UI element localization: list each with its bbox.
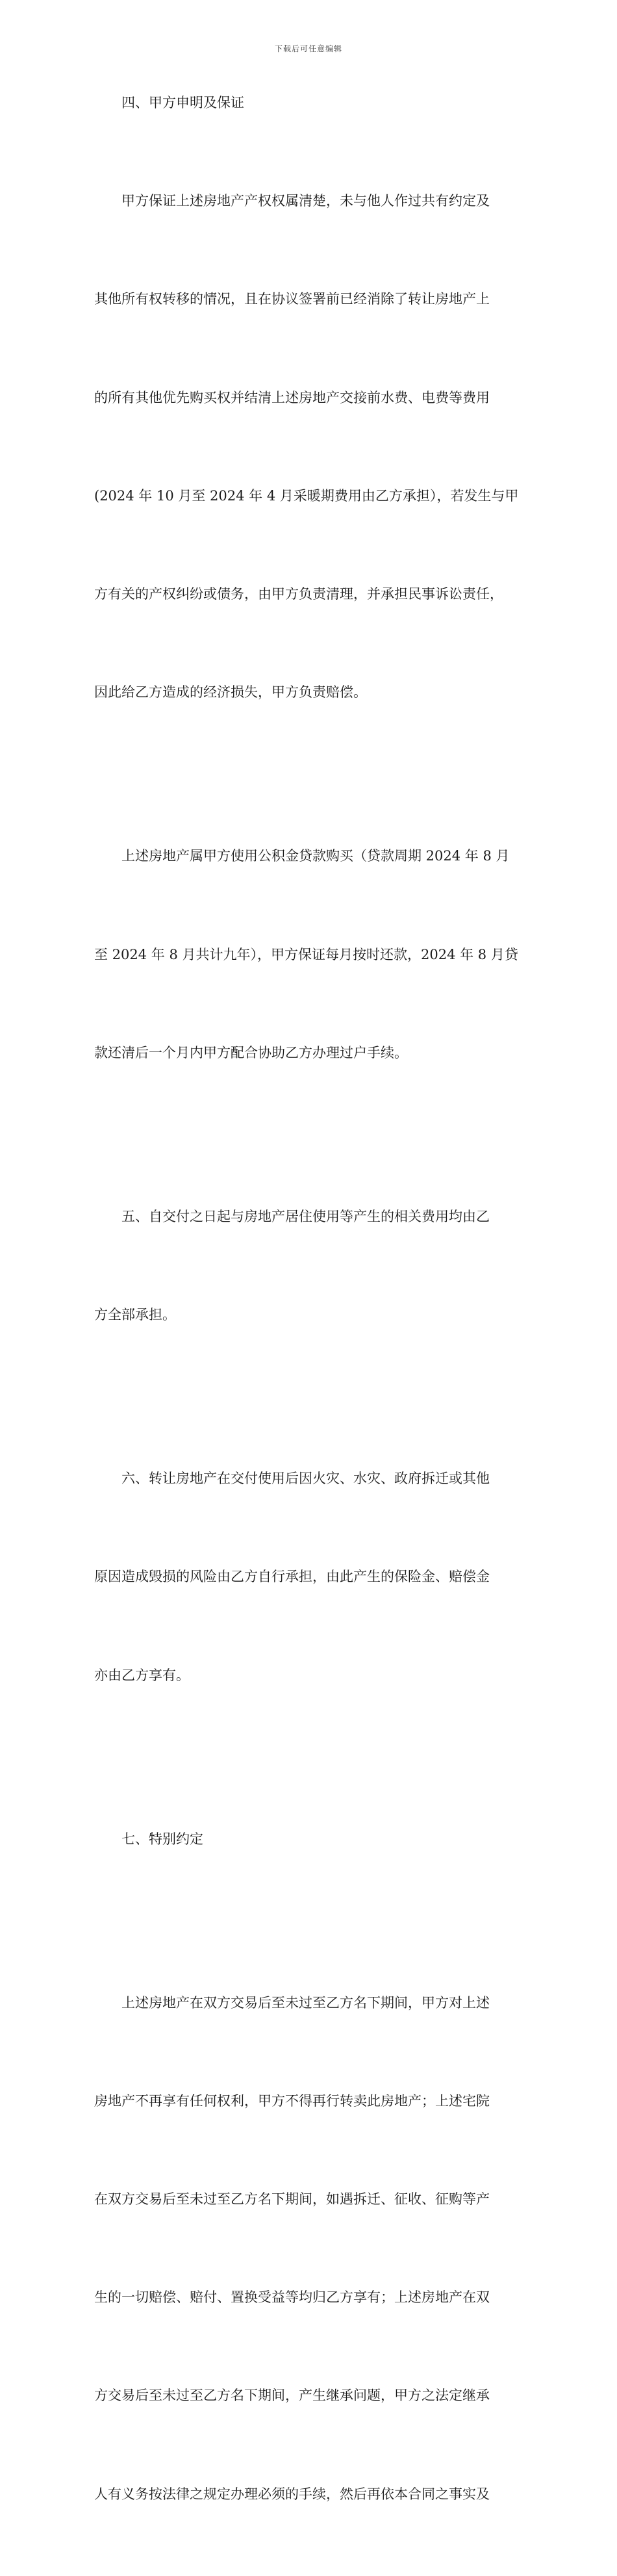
text-line: (2024 年 10 月至 2024 年 4 月采暖期费用由乙方承担），若发生与甲 bbox=[94, 487, 519, 504]
text-line: 款还清后一个月内甲方配合协助乙方办理过户手续。 bbox=[94, 1044, 408, 1061]
text-line: 原因造成毁损的风险由乙方自行承担，由此产生的保险金、赔偿金 bbox=[94, 1569, 490, 1585]
text-line: 方全部承担。 bbox=[94, 1307, 176, 1323]
text-line: 上述房地产属甲方使用公积金贷款购买（贷款周期 2024 年 8 月 bbox=[121, 848, 510, 864]
text-line: 人有义务按法律之规定办理必须的手续，然后再依本合同之事实及 bbox=[94, 2486, 490, 2502]
document-body bbox=[94, 86, 523, 2576]
section-5-paragraph bbox=[94, 1135, 523, 1397]
text-line: 四、甲方申明及保证 bbox=[121, 95, 244, 110]
text-line: 亦由乙方享有。 bbox=[94, 1667, 190, 1683]
text-line: 在双方交易后至未过至乙方名下期间，如遇拆迁、征收、征购等产 bbox=[94, 2191, 490, 2207]
text-line: 上述房地产在双方交易后至未过至乙方名下期间，甲方对上述 bbox=[121, 1994, 490, 2011]
text-line: 因此给乙方造成的经济损失，甲方负责赔偿。 bbox=[94, 684, 367, 701]
text-line: 方交易后至未过至乙方名下期间，产生继承问题，甲方之法定继承 bbox=[94, 2388, 490, 2404]
text-line: 甲方保证上述房地产产权权属清楚，未与他人作过共有约定及 bbox=[121, 193, 490, 209]
text-line: 的所有其他优先购买权并结清上述房地产交接前水费、电费等费用 bbox=[94, 389, 490, 406]
text-line: 其他所有权转移的情况，且在协议签署前已经消除了转让房地产上 bbox=[94, 291, 490, 307]
text-line: 至 2024 年 8 月共计九年），甲方保证每月按时还款，2024 年 8 月贷 bbox=[94, 946, 518, 962]
section-4-heading bbox=[94, 86, 523, 119]
text-line: 方有关的产权纠纷或债务，由甲方负责清理，并承担民事诉讼责任， bbox=[94, 586, 503, 602]
text-line: 房地产不再享有任何权利，甲方不得再行转卖此房地产；上述宅院 bbox=[94, 2093, 490, 2109]
text-line: 七、特别约定 bbox=[121, 1831, 203, 1847]
section-4-guarantee-paragraph bbox=[94, 119, 523, 774]
section-6-paragraph bbox=[94, 1397, 523, 1757]
text-line: 六、转让房地产在交付使用后因火灾、水灾、政府拆迁或其他 bbox=[121, 1471, 490, 1487]
section-7-heading bbox=[94, 1757, 523, 1921]
section-4-loan-paragraph bbox=[94, 775, 523, 1135]
download-edit-note: 下载后可任意编辑 bbox=[274, 44, 342, 53]
section-7-special-agreement-paragraph bbox=[94, 1921, 523, 2576]
text-line: 五、自交付之日起与房地产居住使用等产生的相关费用均由乙 bbox=[121, 1208, 490, 1224]
text-line: 生的一切赔偿、赔付、置换受益等均归乙方享有；上述房地产在双 bbox=[94, 2289, 490, 2306]
